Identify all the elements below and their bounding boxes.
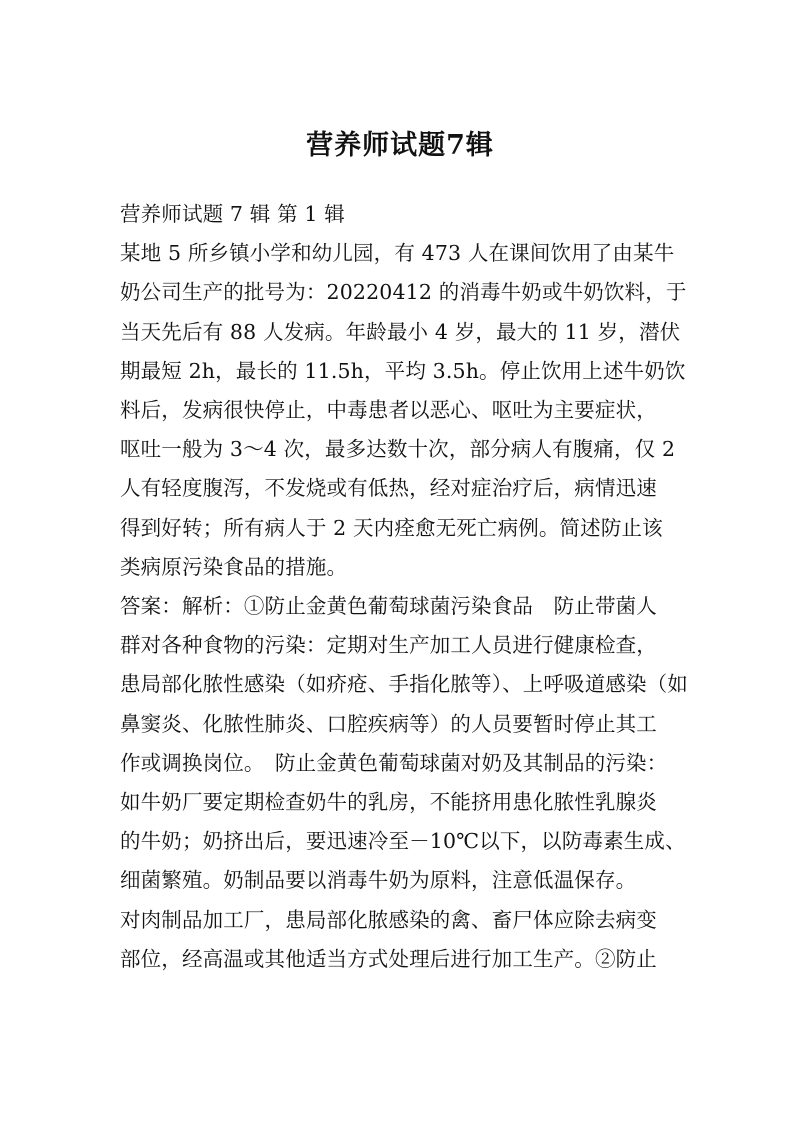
text-line: 细菌繁殖。奶制品要以消毒牛奶为原料，注意低温保存。 [120, 868, 637, 893]
text-line: 如牛奶厂要定期检查奶牛的乳房，不能挤用患化脓性乳腺炎 [120, 790, 657, 815]
text-line: 人有轻度腹泻，不发烧或有低热，经对症治疗后，病情迅速 [120, 476, 657, 501]
text-line: 当天先后有 88 人发病。年龄最小 4 岁，最大的 11 岁，潜伏 [120, 319, 681, 344]
text-line: 作或调换岗位。 防止金黄色葡萄球菌对奶及其制品的污染： [120, 750, 668, 775]
text-line: 群对各种食物的污染：定期对生产加工人员进行健康检查， [120, 633, 657, 658]
text-line: 料后，发病很快停止，中毒患者以恶心、呕吐为主要症状， [120, 398, 657, 423]
text-line: 呕吐一般为 3～4 次，最多达数十次，部分病人有腹痛，仅 2 [120, 437, 676, 462]
text-line: 鼻窦炎、化脓性肺炎、口腔疾病等）的人员要暂时停止其工 [120, 711, 657, 736]
text-line: 答案：解析：①防止金黄色葡萄球菌污染食品 防止带菌人 [120, 594, 657, 619]
text-line: 患局部化脓性感染（如疥疮、手指化脓等）、上呼吸道感染（如 [120, 672, 688, 697]
text-line: 对肉制品加工厂，患局部化脓感染的禽、畜尸体应除去病变 [120, 907, 657, 932]
text-line: 奶公司生产的批号为：20220412 的消毒牛奶或牛奶饮料，于 [120, 280, 687, 305]
text-line: 某地 5 所乡镇小学和幼儿园，有 473 人在课间饮用了由某牛 [120, 241, 675, 266]
text-line: 部位，经高温或其他适当方式处理后进行加工生产。②防止 [120, 946, 657, 971]
text-line: 得到好转；所有病人于 2 天内痊愈无死亡病例。简述防止该 [120, 515, 663, 540]
page-title: 营养师试题7辑 [306, 130, 494, 161]
document-body [120, 195, 688, 979]
text-line: 期最短 2h，最长的 11.5h，平均 3.5h。停止饮用上述牛奶饮 [120, 358, 686, 383]
text-line: 类病原污染食品的措施。 [120, 554, 348, 579]
text-line: 的牛奶；奶挤出后，要迅速冷至－10℃以下，以防毒素生成、 [120, 829, 686, 854]
text-line: 营养师试题 7 辑 第 1 辑 [120, 202, 345, 226]
